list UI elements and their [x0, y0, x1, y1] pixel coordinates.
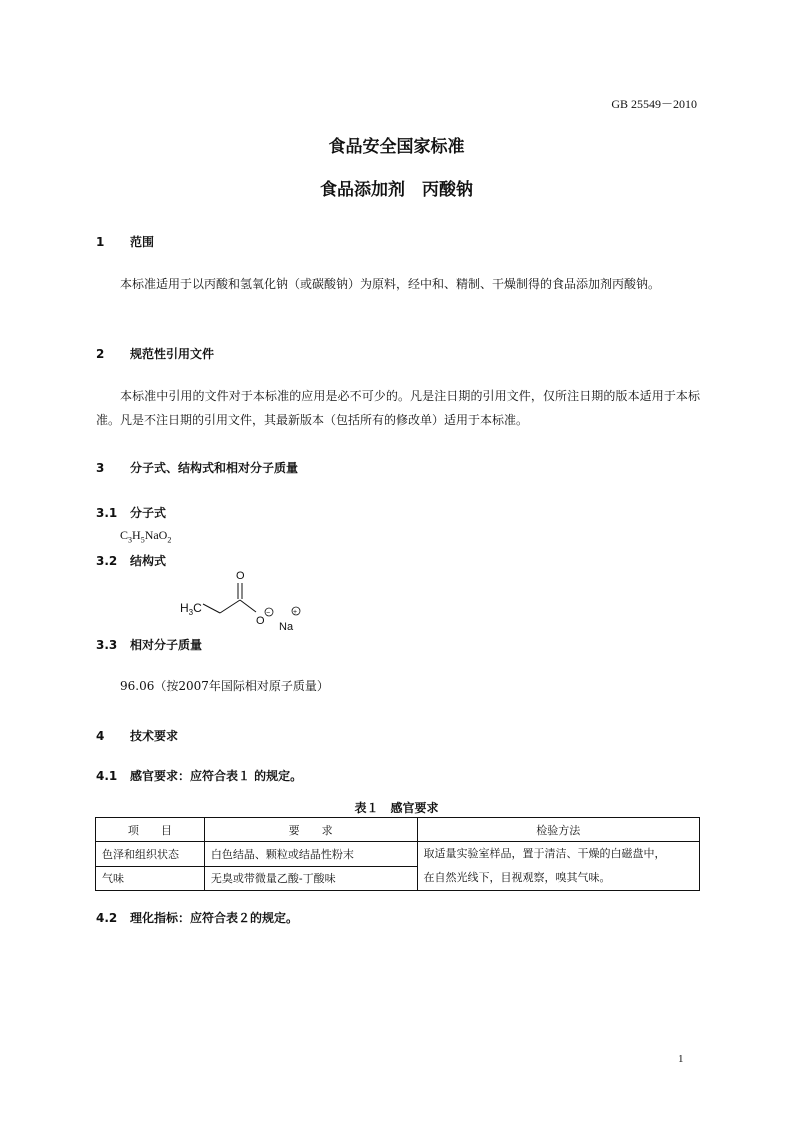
section-number: 3.3	[96, 638, 118, 652]
table-header-cell: 要 求	[204, 818, 417, 842]
section-1-paragraph: 本标准适用于以丙酸和氢氧化钠（或碳酸钠）为原料，经中和、精制、干燥制得的食品添加剂丙酸钠。	[120, 277, 661, 291]
bond-c-o	[240, 600, 256, 612]
sensory-requirements-table	[95, 817, 700, 891]
bond-ch2-c	[220, 600, 240, 613]
section-2-heading	[96, 345, 214, 362]
page-number: 1	[678, 1053, 684, 1065]
table-cell: 白色结晶、颗粒或结晶性粉末	[204, 842, 417, 867]
molecular-formula: $C_3H_5NaO_2$	[120, 528, 172, 545]
section-title: 感官要求：应符合表１ 的规定。	[130, 769, 303, 783]
section-title: 结构式	[130, 554, 167, 568]
table-row	[96, 842, 700, 867]
section-number: 3	[96, 461, 105, 475]
section-3-heading	[96, 459, 298, 476]
methyl-group-label: $H_3C$	[180, 601, 202, 617]
section-3-2-heading	[96, 552, 166, 569]
standard-code: GB 25549－2010	[611, 97, 697, 111]
section-title: 相对分子质量	[130, 638, 203, 652]
section-number: 4.2	[96, 911, 118, 925]
positive-charge-sign: +	[293, 609, 298, 616]
table-header-cell: 项 目	[96, 818, 205, 842]
section-title: 范围	[130, 235, 155, 249]
section-number: 4.1	[96, 769, 118, 783]
section-number: 3.1	[96, 506, 118, 520]
section-title: 分子式、结构式和相对分子质量	[130, 461, 299, 475]
section-number: 1	[96, 235, 105, 249]
section-4-2-heading	[96, 909, 298, 926]
negative-charge-sign: −	[266, 610, 271, 617]
section-number: 4	[96, 729, 105, 743]
structural-formula	[176, 566, 306, 636]
oxygen-anion-label: O	[256, 615, 265, 627]
test-method-line: 在自然光线下，目视观察，嗅其气味。	[423, 871, 611, 884]
section-title: 分子式	[130, 506, 167, 520]
section-4-heading	[96, 727, 178, 744]
table-header-cell: 检验方法	[417, 818, 700, 842]
document-title: 食品安全国家标准	[328, 137, 465, 157]
table-header-row	[96, 818, 700, 842]
test-method-cell	[417, 842, 700, 891]
section-3-3-heading	[96, 636, 202, 653]
section-number: 3.2	[96, 554, 118, 568]
section-4-1-heading	[96, 767, 302, 784]
table-1-caption: 表１ 感官要求	[354, 801, 439, 815]
table-cell: 无臭或带微量乙酸-丁酸味	[204, 866, 417, 891]
section-title: 理化指标：应符合表２的规定。	[130, 911, 299, 925]
relative-molecular-mass: 96.06（按2007年国际相对原子质量）	[120, 679, 329, 693]
sodium-label: Na	[279, 621, 294, 633]
oxygen-top-label: O	[236, 570, 245, 582]
section-2-paragraph: 本标准中引用的文件对于本标准的应用是必不可少的。凡是注日期的引用文件，仅所注日期的版本适用于本标准。凡是不注日期的引用文件，其最新版本（包括所有的修改单）适用于本标准。	[96, 389, 700, 427]
section-title: 技术要求	[130, 729, 179, 743]
section-3-1-heading	[96, 504, 166, 521]
test-method-line: 取适量实验室样品，置于清洁、干燥的白磁盘中，	[423, 847, 666, 860]
table-cell: 气味	[96, 866, 205, 891]
section-title: 规范性引用文件	[130, 347, 215, 361]
document-subtitle: 食品添加剂 丙酸钠	[320, 180, 473, 200]
section-number: 2	[96, 347, 105, 361]
bond-ch3-ch2	[203, 604, 220, 613]
table-cell: 色泽和组织状态	[96, 842, 205, 867]
section-1-heading	[96, 233, 154, 250]
